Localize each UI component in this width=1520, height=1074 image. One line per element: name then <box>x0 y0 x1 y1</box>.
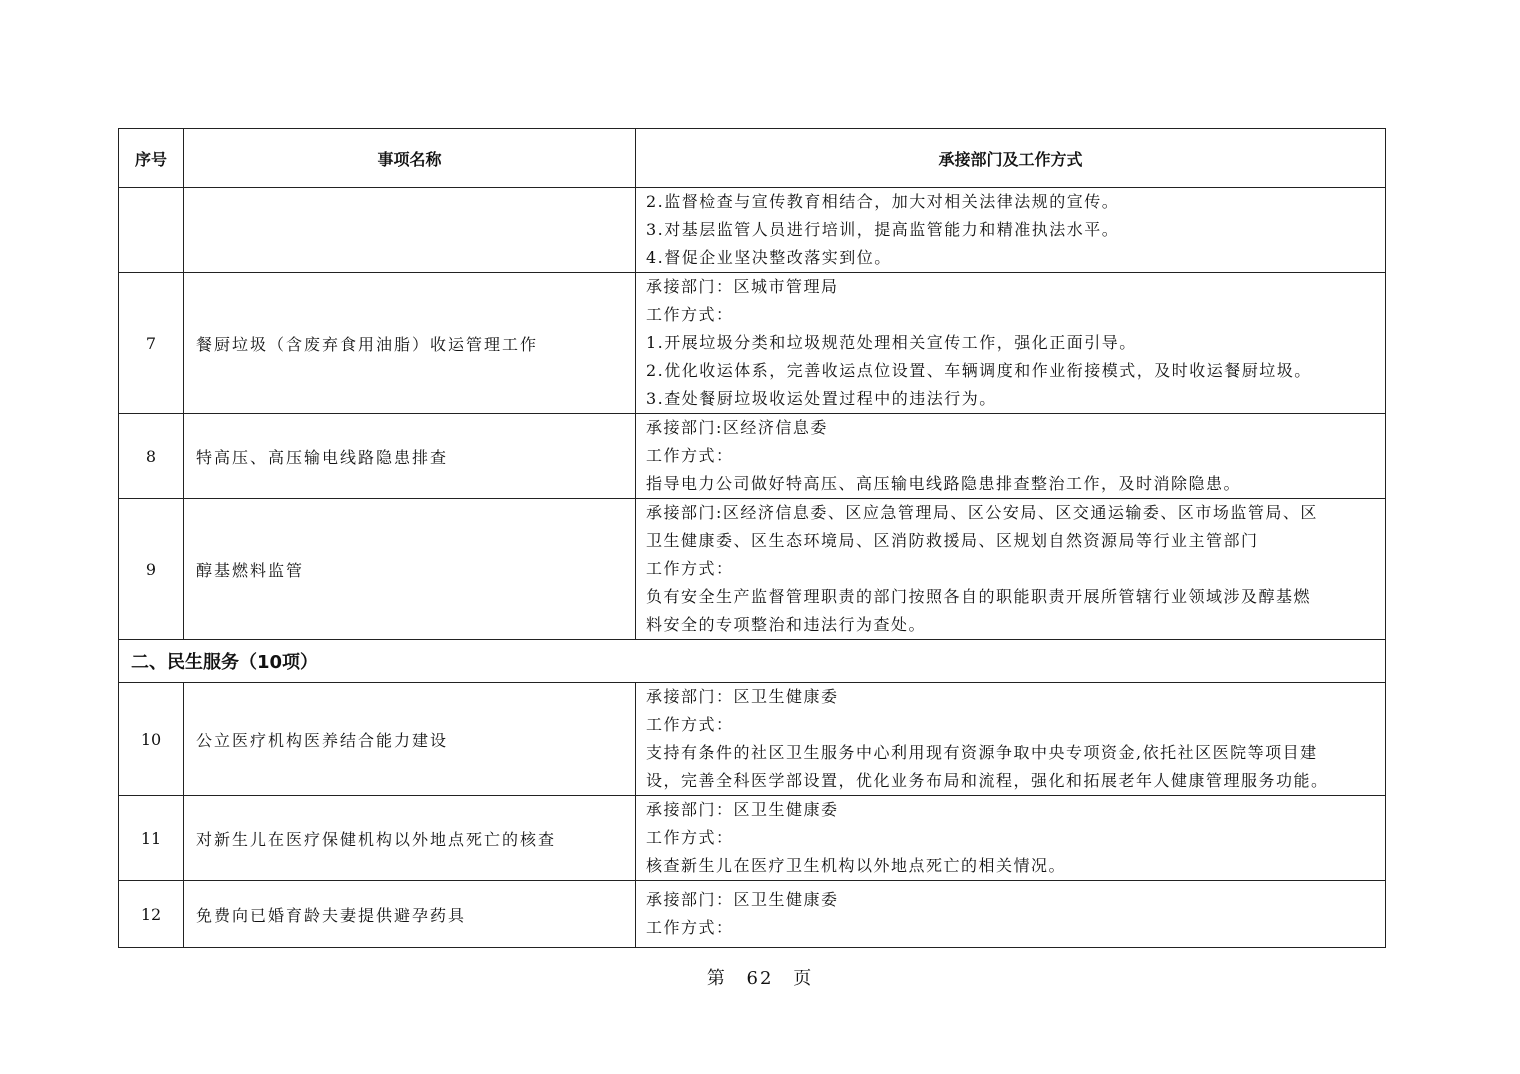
method-line: 承接部门:区经济信息委 <box>646 418 828 437</box>
row-no: 12 <box>119 881 184 948</box>
method-line: 工作方式： <box>646 305 734 324</box>
page-number-value: 62 <box>746 968 774 989</box>
row-no: 11 <box>119 796 184 881</box>
header-no: 序号 <box>119 129 184 188</box>
method-line: 承接部门:区经济信息委、区应急管理局、区公安局、区交通运输委、区市场监管局、区 <box>646 503 1318 522</box>
row-no <box>119 188 184 273</box>
header-name: 事项名称 <box>184 129 636 188</box>
method-line: 核查新生儿在医疗卫生机构以外地点死亡的相关情况。 <box>646 856 1067 875</box>
row-name: 免费向已婚育龄夫妻提供避孕药具 <box>184 881 636 948</box>
method-line: 负有安全生产监督管理职责的部门按照各自的职能职责开展所管辖行业领域涉及醇基燃 <box>646 587 1312 606</box>
method-line: 2.监督检查与宣传教育相结合，加大对相关法律法规的宣传。 <box>646 192 1120 211</box>
row-method <box>636 881 1386 948</box>
method-line: 工作方式： <box>646 715 734 734</box>
method-line: 工作方式： <box>646 918 734 937</box>
row-name: 公立医疗机构医养结合能力建设 <box>184 683 636 796</box>
row-method <box>636 499 1386 640</box>
row-method <box>636 273 1386 414</box>
page-number <box>0 964 1520 990</box>
method-line: 1.开展垃圾分类和垃圾规范处理相关宣传工作，强化正面引导。 <box>646 333 1137 352</box>
header-method: 承接部门及工作方式 <box>636 129 1386 188</box>
policy-table <box>118 128 1386 948</box>
method-line: 3.对基层监管人员进行培训，提高监管能力和精准执法水平。 <box>646 220 1120 239</box>
method-line: 工作方式： <box>646 446 734 465</box>
table-row-9 <box>119 499 1386 640</box>
method-line: 工作方式： <box>646 559 734 578</box>
method-line: 承接部门：区城市管理局 <box>646 277 839 296</box>
row-method <box>636 188 1386 273</box>
row-no: 9 <box>119 499 184 640</box>
section-title: 二、民生服务（10项） <box>119 640 1386 683</box>
table-row-12 <box>119 881 1386 948</box>
row-method <box>636 414 1386 499</box>
method-line: 卫生健康委、区生态环境局、区消防救援局、区规划自然资源局等行业主管部门 <box>646 531 1259 550</box>
table-row-8 <box>119 414 1386 499</box>
page-number-prefix: 第 <box>706 968 727 989</box>
row-name: 特高压、高压输电线路隐患排查 <box>184 414 636 499</box>
page-number-suffix: 页 <box>793 968 814 989</box>
method-line: 设，完善全科医学部设置，优化业务布局和流程，强化和拓展老年人健康管理服务功能。 <box>646 771 1329 790</box>
method-line: 支持有条件的社区卫生服务中心利用现有资源争取中央专项资金,依托社区医院等项目建 <box>646 743 1318 762</box>
row-name: 醇基燃料监管 <box>184 499 636 640</box>
section-header-row <box>119 640 1386 683</box>
method-line: 工作方式： <box>646 828 734 847</box>
row-no: 10 <box>119 683 184 796</box>
method-line: 3.查处餐厨垃圾收运处置过程中的违法行为。 <box>646 389 997 408</box>
method-line: 承接部门：区卫生健康委 <box>646 890 839 909</box>
row-no: 7 <box>119 273 184 414</box>
table-header-row <box>119 129 1386 188</box>
table-row-11 <box>119 796 1386 881</box>
method-line: 指导电力公司做好特高压、高压输电线路隐患排查整治工作，及时消除隐患。 <box>646 474 1242 493</box>
row-name <box>184 188 636 273</box>
row-method <box>636 683 1386 796</box>
row-method <box>636 796 1386 881</box>
row-name: 对新生儿在医疗保健机构以外地点死亡的核查 <box>184 796 636 881</box>
table-row-continuation <box>119 188 1386 273</box>
table-row-7 <box>119 273 1386 414</box>
method-line: 4.督促企业坚决整改落实到位。 <box>646 248 892 267</box>
row-name: 餐厨垃圾（含废弃食用油脂）收运管理工作 <box>184 273 636 414</box>
method-line: 2.优化收运体系，完善收运点位设置、车辆调度和作业衔接模式，及时收运餐厨垃圾。 <box>646 361 1312 380</box>
row-no: 8 <box>119 414 184 499</box>
method-line: 承接部门：区卫生健康委 <box>646 687 839 706</box>
method-line: 料安全的专项整治和违法行为查处。 <box>646 615 927 634</box>
method-line: 承接部门：区卫生健康委 <box>646 800 839 819</box>
table-row-10 <box>119 683 1386 796</box>
